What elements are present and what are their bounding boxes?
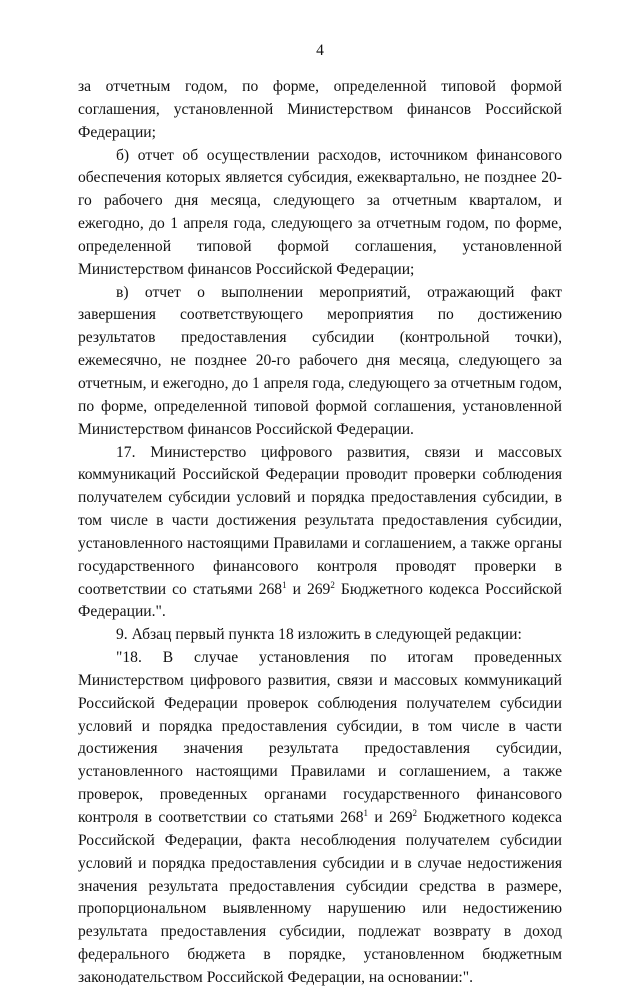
paragraph-item-b: б) отчет об осуществлении расходов, источником финансового обеспечения которых является субсидия, ежеквартально, не позднее 20-го рабочего дня месяца, следующего за отчетным кварталом, и ежегодно, до 1 апреля года, следующего за отчетным годом, по форме, определенной типовой формой соглашения, установленной Министерством финансов Российской Федерации; (78, 146, 562, 278)
clause-18-text-start: "18. В случае установления по итогам проведенных Министерством цифрового развития, связи и массовых коммуникаций Российской Федерации проверок соблюдения получателем субсидии условий и порядка предоставления субсидии, в том числе в части достижения значения результата предоставления субсидии, установленного настоящими Правилами и соглашением, а также проверок, проведенных органами государственного финансового контроля в соответствии со статьями 268 (78, 649, 562, 826)
clause-17-superscript-2: 2 (330, 579, 335, 590)
clause-17-text-start: 17. Министерство цифрового развития, связи и массовых коммуникаций Российской Федерации проводит проверки соблюдения получателем субсидии условий и порядка предоставления субсидии, в том числе в части достижения результата предоставления субсидии, установленного настоящими Правилами и соглашением, а также органы государственного финансового контроля проводят проверки в соответствии со статьями 268 (78, 443, 562, 598)
document-body (78, 76, 562, 990)
clause-18-text-middle: и 269 (368, 809, 413, 826)
clause-18-superscript-1: 1 (363, 808, 369, 818)
clause-17-superscript-1: 1 (282, 579, 287, 590)
paragraph-clause-18 (78, 647, 562, 990)
clause-18-text-end: Бюджетного кодекса Российской Федерации, факта несоблюдения получателем субсидии условий и порядка предоставления субсидии и в случае недостижения значения результата предоставления субсидии средства в размере, пропорциональном выявленному нарушению или недостижению результата предоставления субсидии, подлежат возврату в доход федерального бюджета в порядке, установленном бюджетным законодательством Российской Федерации, на основании:". (78, 809, 562, 986)
paragraph-clause-17 (78, 442, 562, 625)
clause-17-text-middle: и 269 (286, 580, 331, 598)
clause-18-superscript-2: 2 (412, 808, 418, 818)
page-number: 4 (316, 42, 324, 59)
paragraph-continuation: за отчетным годом, по форме, определенной типовой формой соглашения, установленной Министерством финансов Российской Федерации; (78, 78, 562, 141)
paragraph-amendment-9: 9. Абзац первый пункта 18 изложить в следующей редакции: (116, 626, 522, 644)
paragraph-item-v: в) отчет о выполнении мероприятий, отражающий факт завершения соответствующего мероприятия по достижению результатов предоставления субсидии (контрольной точки), ежемесячно, не позднее 20-го рабочего дня месяца, следующего за отчетным, и ежегодно, до 1 апреля года, следующего за отчетным годом, по форме, определенной типовой формой соглашения, установленной Министерством финансов Российской Федерации. (78, 283, 562, 438)
clause-17-text-end: Бюджетного кодекса Российской Федерации.". (78, 580, 562, 621)
